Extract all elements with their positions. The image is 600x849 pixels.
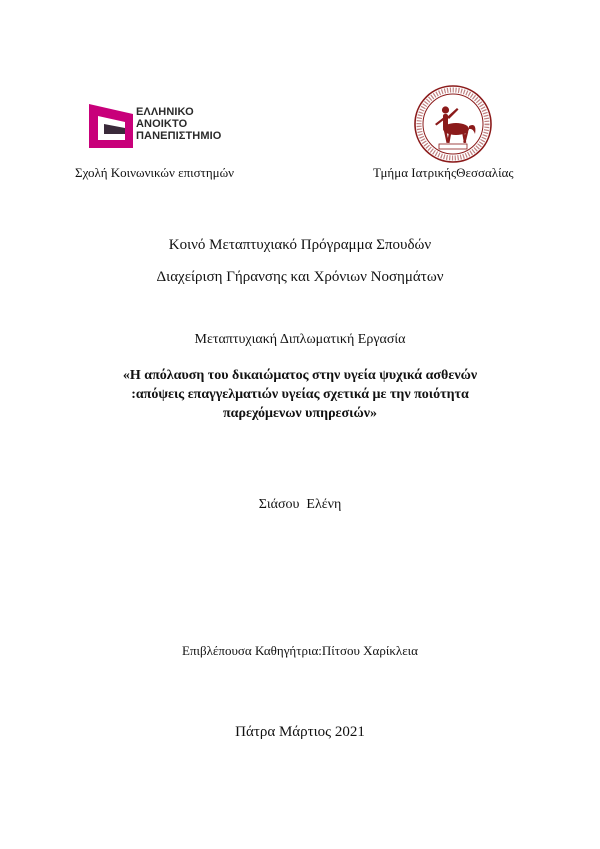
author-name: Σιάσου Ελένη: [258, 497, 342, 512]
hellenic-open-university-logo: [89, 102, 249, 152]
department-caption: Τμήμα ΙατρικήςΘεσσαλίας: [373, 165, 514, 180]
eap-wordmark-line-1: ΕΛΛΗΝΙΚΟ: [136, 106, 194, 118]
centaur-seal-icon: [413, 84, 493, 164]
thesis-title-line-2: :απόψεις επαγγελματιών υγείας σχετικά με την ποιότητα: [131, 387, 469, 402]
eap-wordmark-line-3: ΠΑΝΕΠΙΣΤΗΜΙΟ: [136, 130, 222, 142]
thesis-title: [60, 366, 540, 423]
place-date: Πάτρα Μάρτιος 2021: [235, 724, 365, 740]
eap-mark-icon: [89, 104, 133, 148]
school-caption: Σχολή Κοινωνικών επιστημών: [75, 165, 235, 180]
university-of-thessaly-seal: [413, 84, 493, 164]
eap-wordmark-line-2: ΑΝΟΙΚΤΟ: [136, 118, 188, 130]
program-specialization: Διαχείριση Γήρανσης και Χρόνιων Νοσημάτων: [156, 269, 444, 285]
thesis-title-line-1: «Η απόλαυση του δικαιώματος στην υγεία ψυχικά ασθενών: [122, 368, 478, 383]
thesis-title-line-3: παρεχόμενων υπηρεσιών»: [223, 406, 377, 421]
thesis-type: Μεταπτυχιακή Διπλωματική Εργασία: [194, 332, 406, 347]
supervisor-line: Επιβλέπουσα Καθηγήτρια:Πίτσου Χαρίκλεια: [182, 643, 418, 658]
program-name: Κοινό Μεταπτυχιακό Πρόγραμμα Σπουδών: [168, 237, 432, 253]
eap-wordmark: [136, 106, 221, 142]
